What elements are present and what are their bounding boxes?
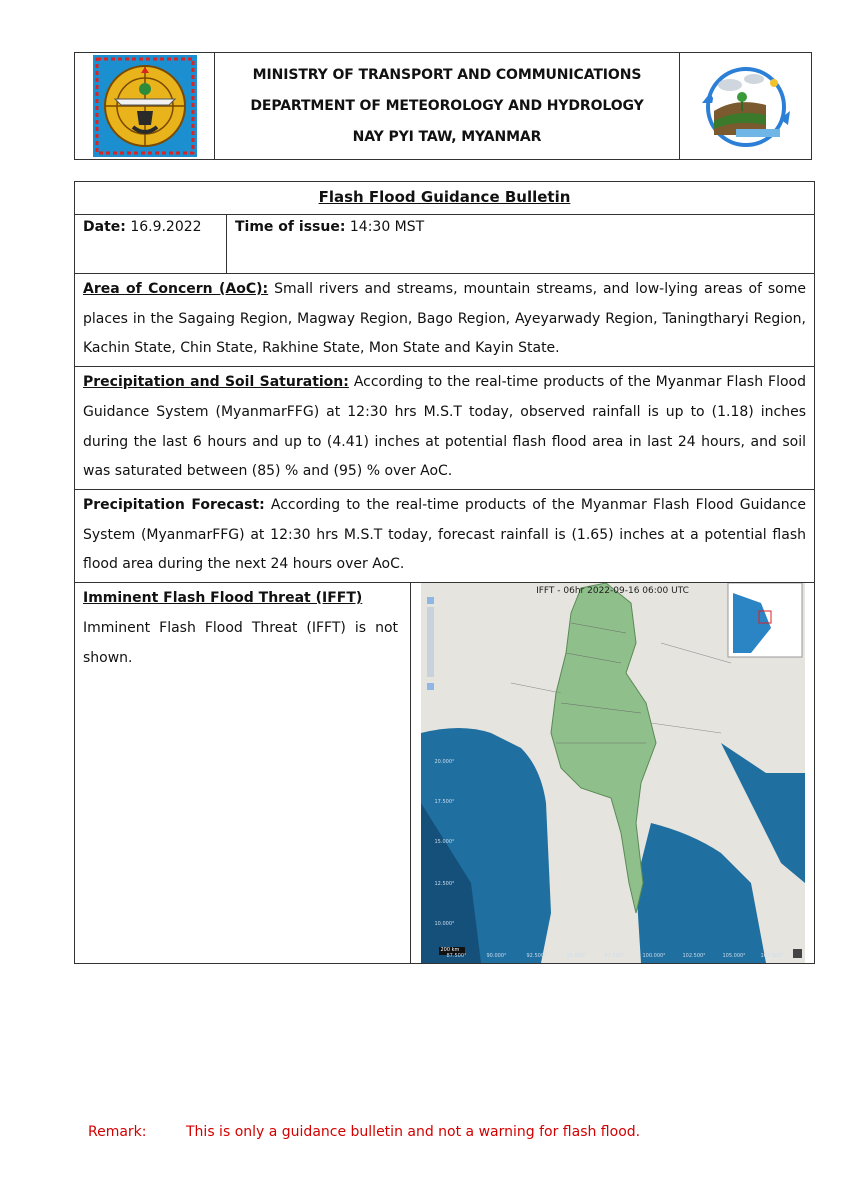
lon-label: 100.000°: [642, 953, 666, 960]
precipitation-forecast: [75, 489, 815, 582]
lon-label: 90.000°: [486, 953, 507, 960]
ministry-emblem-icon: [93, 55, 197, 157]
area-of-concern: [75, 274, 815, 367]
time-label: Time of issue:: [235, 219, 346, 235]
lat-label: 15.000°: [434, 839, 455, 846]
scale-label: 200 km: [440, 947, 460, 954]
letterhead: [74, 52, 812, 160]
precipitation-soil-saturation: [75, 367, 815, 490]
precip-label: Precipitation and Soil Saturation:: [83, 374, 349, 391]
zoom-in-icon[interactable]: [427, 597, 434, 604]
remark-label: Remark:: [88, 1124, 147, 1140]
bulletin-title: Flash Flood Guidance Bulletin: [75, 182, 815, 215]
lon-label: 107.500°: [760, 953, 784, 960]
lon-label: 95.000°: [566, 953, 587, 960]
ministry-name: MINISTRY OF TRANSPORT AND COMMUNICATIONS: [252, 66, 642, 83]
location: NAY PYI TAW, MYANMAR: [352, 128, 542, 145]
bulletin-table: [74, 181, 815, 964]
ifft-map[interactable]: [421, 583, 805, 963]
department-logo: [680, 53, 811, 159]
precip-text: According to the real-time products of the Myanmar Flash Flood Guidance System (MyanmarFFG) at 12:30 hrs M.S.T today, observed rainfall is up to (1.18) inches during the last 6 hours and up to (4.41) inches at potential flash flood area in last 24 hours, and soil was saturated between (85) % and (95) % over AoC.: [83, 374, 806, 480]
date-cell: [75, 215, 227, 274]
lon-label: 105.000°: [722, 953, 746, 960]
zoom-slider[interactable]: [427, 607, 434, 677]
info-icon[interactable]: [793, 949, 802, 958]
time-value: 14:30 MST: [349, 219, 425, 235]
forecast-text: According to the real-time products of the Myanmar Flash Flood Guidance System (MyanmarFFG) at 12:30 hrs M.S.T today, forecast rainfall is (1.65) inches at a potential flash flood area during the next 24 hours over AoC.: [83, 496, 806, 573]
date-label: Date:: [83, 219, 126, 235]
lat-label: 20.000°: [434, 759, 455, 766]
lon-label: 92.500°: [526, 953, 547, 960]
lon-label: 102.500°: [682, 953, 706, 960]
zoom-out-icon[interactable]: [427, 683, 434, 690]
time-cell: [227, 215, 815, 274]
lat-label: 17.500°: [434, 799, 455, 806]
department-name: DEPARTMENT OF METEOROLOGY AND HYDROLOGY: [250, 97, 644, 114]
ifft-text: Imminent Flash Flood Threat (IFFT) is not shown.: [83, 620, 398, 667]
lon-label: 97.500°: [604, 953, 625, 960]
aoc-label: Area of Concern (AoC):: [83, 281, 269, 297]
ministry-logo: [75, 53, 215, 159]
ifft-map-cell: [411, 583, 815, 964]
map-title: IFFT - 06hr 2022-09-16 06:00 UTC: [536, 586, 689, 597]
forecast-label: Precipitation Forecast:: [83, 496, 265, 513]
remark-text: This is only a guidance bulletin and not a warning for flash flood.: [186, 1124, 641, 1140]
lon-label: 87.500°: [446, 953, 467, 960]
hydrology-cycle-icon: [696, 59, 796, 153]
aoc-text: Small rivers and streams, mountain streams, and low-lying areas of some places in the Sagaing Region, Magway Region, Bago Region, Ayeyarwady Region, Taningtharyi Region, Kachin State, Chin State, Rakhine State, Mon State and Kayin State.: [83, 281, 806, 357]
ifft-heading: Imminent Flash Flood Threat (IFFT): [83, 590, 363, 607]
lat-label: 10.000°: [434, 921, 455, 928]
ifft-cell: [75, 583, 411, 964]
map-graphic: [421, 583, 805, 963]
date-value: 16.9.2022: [130, 219, 202, 235]
lat-label: 12.500°: [434, 881, 455, 888]
letterhead-text: [215, 53, 680, 159]
